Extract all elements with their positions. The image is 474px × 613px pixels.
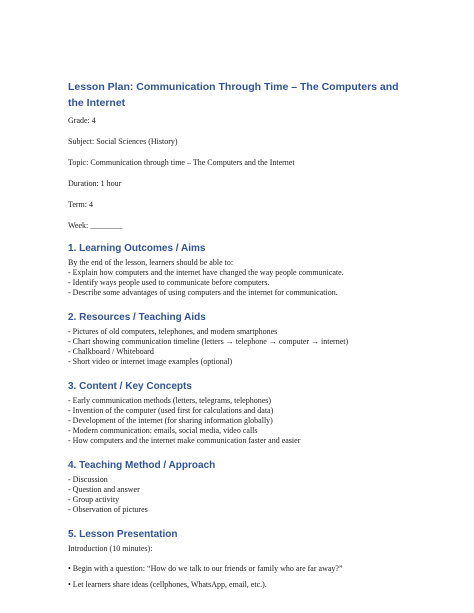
list-item: - Development of the internet (for sharing information globally) <box>68 416 273 425</box>
content-heading: 3. Content / Key Concepts <box>68 381 192 392</box>
topic-line: Topic: Communication through time – The Computers and the Internet <box>68 158 295 167</box>
list-item: - Invention of the computer (used first for calculations and data) <box>68 406 274 415</box>
term-line: Term: 4 <box>68 200 93 209</box>
teaching-method-list <box>68 475 408 515</box>
list-item: - Question and answer <box>68 485 140 494</box>
document-title: Lesson Plan: Communication Through Time – The Computers and the Internet <box>68 81 399 109</box>
subject-line: Subject: Social Sciences (History) <box>68 137 178 146</box>
list-item: - Group activity <box>68 495 120 504</box>
list-item: - Chart showing communication timeline (letters → telephone → computer → internet) <box>68 337 349 346</box>
list-item: - Explain how computers and the internet have changed the way people communicate. <box>68 268 344 277</box>
learning-outcomes-heading: 1. Learning Outcomes / Aims <box>68 243 206 254</box>
document-body <box>68 79 408 590</box>
lesson-presentation-list <box>68 564 408 590</box>
learning-outcomes-list <box>68 268 408 298</box>
duration-line: Duration: 1 hour <box>68 179 122 188</box>
resources-list <box>68 327 408 367</box>
list-item: - Identify ways people used to communicate before computers. <box>68 278 270 287</box>
list-item: - Discussion <box>68 475 108 484</box>
resources-heading: 2. Resources / Teaching Aids <box>68 312 206 323</box>
grade-line: Grade: 4 <box>68 116 96 125</box>
content-list <box>68 396 408 446</box>
list-item: • Let learners share ideas (cellphones, WhatsApp, email, etc.). <box>68 580 267 589</box>
introduction-label: Introduction (10 minutes): <box>68 544 153 553</box>
teaching-method-heading: 4. Teaching Method / Approach <box>68 460 216 471</box>
list-item: • Begin with a question: “How do we talk to our friends or family who are far away?” <box>68 564 343 573</box>
list-item: - Observation of pictures <box>68 505 148 514</box>
week-line: Week: ________ <box>68 221 123 230</box>
list-item: - Describe some advantages of using computers and the internet for communication. <box>68 288 338 297</box>
list-item: - Short video or internet image examples (optional) <box>68 357 233 366</box>
list-item: - How computers and the internet make communication faster and easier <box>68 436 301 445</box>
list-item: - Chalkboard / Whiteboard <box>68 347 154 356</box>
lesson-presentation-heading: 5. Lesson Presentation <box>68 529 178 540</box>
list-item: - Pictures of old computers, telephones, and modern smartphones <box>68 327 278 336</box>
list-item: - Modern communication: emails, social media, video calls <box>68 426 258 435</box>
learning-outcomes-intro: By the end of the lesson, learners should be able to: <box>68 258 234 267</box>
list-item: - Early communication methods (letters, telegrams, telephones) <box>68 396 272 405</box>
